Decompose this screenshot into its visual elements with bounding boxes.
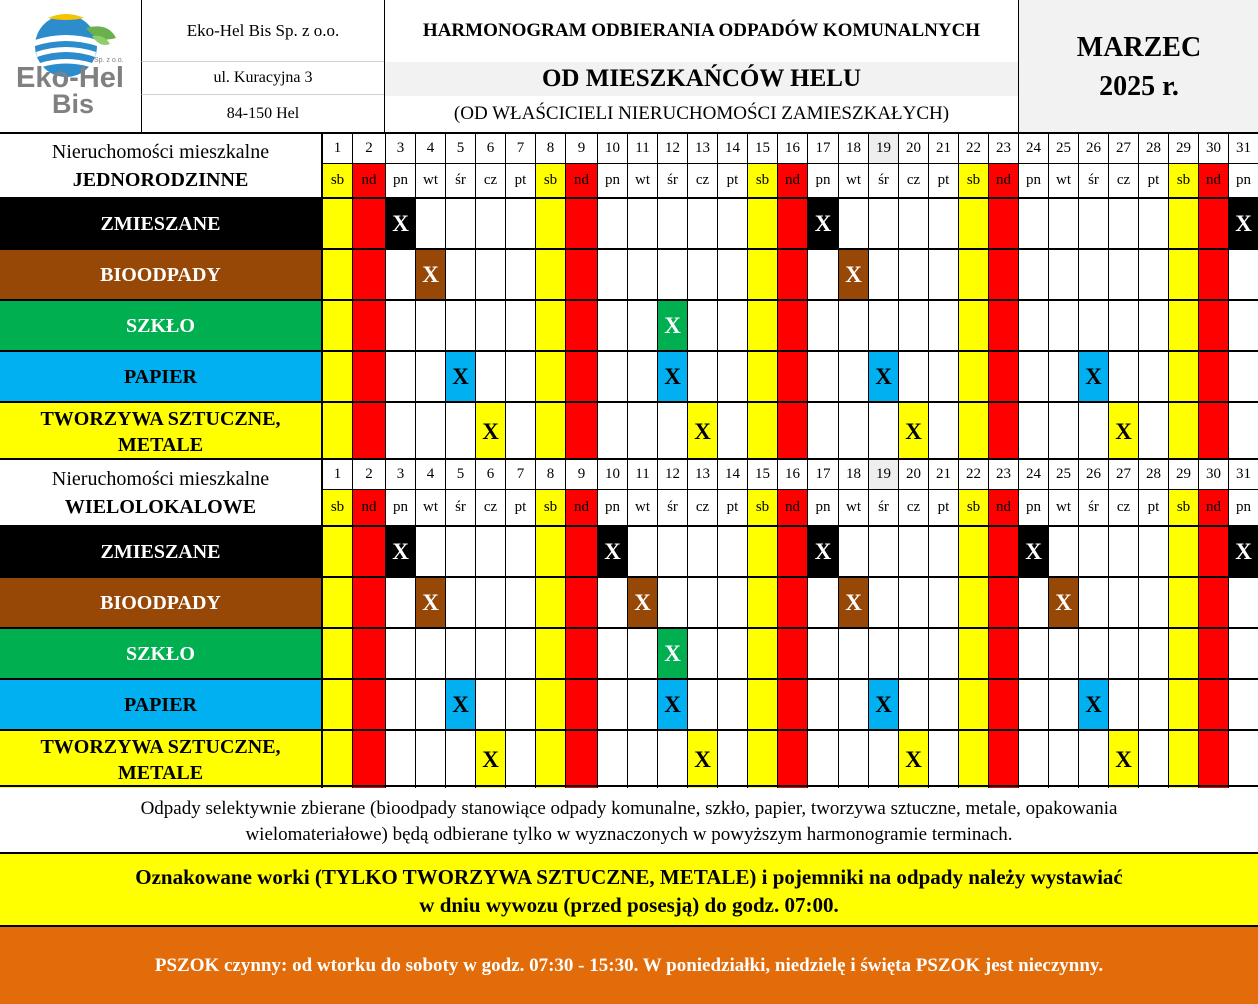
day-abbr: nd (565, 164, 597, 197)
day-abbr: cz (475, 164, 505, 197)
day-number: 20 (898, 460, 928, 490)
pickup-mark: X (597, 527, 627, 576)
day-number: 7 (505, 460, 535, 490)
waste-row (0, 678, 1258, 729)
pickup-mark: X (1078, 352, 1108, 401)
day-number: 8 (535, 134, 565, 164)
day-number: 25 (1048, 460, 1078, 490)
day-abbr: nd (565, 490, 597, 525)
pickup-mark: X (868, 352, 898, 401)
waste-row (0, 627, 1258, 678)
day-number: 26 (1078, 460, 1108, 490)
pickup-mark: X (1078, 680, 1108, 729)
pickup-mark: X (415, 250, 445, 299)
day-number: 7 (505, 134, 535, 164)
pickup-mark: X (687, 403, 717, 460)
day-abbr: pt (717, 490, 747, 525)
logo-small-text: Sp. z o.o. (94, 57, 124, 64)
day-number: 9 (565, 134, 597, 164)
waste-label-text: PAPIER (124, 365, 197, 388)
section-type-line1: Nieruchomości mieszkalne (51, 467, 270, 490)
day-abbr: śr (445, 164, 475, 197)
day-abbr: pt (505, 490, 535, 525)
day-abbr: nd (1198, 490, 1228, 525)
day-abbr: pt (1138, 164, 1168, 197)
section-type-line1: Nieruchomości mieszkalne (51, 140, 270, 163)
pickup-mark: X (627, 578, 657, 627)
day-abbr: śr (445, 490, 475, 525)
day-number: 14 (717, 134, 747, 164)
day-abbr: pt (1138, 490, 1168, 525)
day-number: 21 (928, 134, 958, 164)
day-abbr: pn (1228, 164, 1258, 197)
day-abbr: cz (898, 490, 928, 525)
waste-label-text: PAPIER (124, 693, 197, 716)
day-number: 10 (597, 460, 627, 490)
day-abbr: pn (807, 490, 838, 525)
day-number: 12 (657, 134, 687, 164)
day-abbr: wt (415, 164, 445, 197)
day-abbr: nd (352, 164, 385, 197)
waste-label-text: ZMIESZANE (100, 540, 221, 563)
title-line3-text: (OD WŁAŚCICIELI NIERUCHOMOŚCI ZAMIESZKAŁYCH) (453, 103, 950, 124)
period-month-text: MARZEC (1076, 32, 1202, 63)
day-number: 4 (415, 134, 445, 164)
day-abbr: pn (1018, 164, 1048, 197)
day-number: 22 (958, 460, 988, 490)
day-abbr: śr (868, 164, 898, 197)
section-2 (0, 458, 1258, 786)
day-abbr: pn (385, 490, 415, 525)
day-abbr: sb (1168, 490, 1198, 525)
day-number: 11 (627, 460, 657, 490)
day-number: 17 (807, 460, 838, 490)
day-abbr: nd (777, 164, 807, 197)
day-number: 1 (322, 460, 352, 490)
day-abbr: cz (475, 490, 505, 525)
waste-label-szklo (0, 301, 322, 350)
day-number: 13 (687, 134, 717, 164)
day-number: 17 (807, 134, 838, 164)
day-number: 24 (1018, 460, 1048, 490)
day-number: 30 (1198, 460, 1228, 490)
waste-label-zmieszane (0, 199, 322, 248)
day-abbr: pn (597, 490, 627, 525)
day-number: 2 (352, 134, 385, 164)
day-number: 21 (928, 460, 958, 490)
day-number: 23 (988, 460, 1018, 490)
waste-label-text2: METALE (117, 433, 204, 456)
day-number: 13 (687, 460, 717, 490)
day-abbr: sb (1168, 164, 1198, 197)
day-number: 6 (475, 460, 505, 490)
day-abbr: pt (928, 164, 958, 197)
company-street-text: ul. Kuracyjna 3 (213, 69, 313, 86)
day-number: 4 (415, 460, 445, 490)
day-abbr: nd (988, 164, 1018, 197)
pickup-mark: X (1108, 403, 1138, 460)
pickup-mark: X (475, 731, 505, 788)
day-abbr: cz (687, 490, 717, 525)
day-abbr: śr (1078, 164, 1108, 197)
day-abbr: wt (627, 490, 657, 525)
day-abbr: sb (958, 164, 988, 197)
day-abbr: śr (657, 164, 687, 197)
day-number: 15 (747, 460, 777, 490)
day-abbr: cz (1108, 490, 1138, 525)
day-abbr: sb (958, 490, 988, 525)
day-abbr: nd (352, 490, 385, 525)
day-abbr: wt (838, 164, 868, 197)
title-line1-text: HARMONOGRAM ODBIERANIA ODPADÓW KOMUNALNYCH (422, 20, 981, 41)
day-number: 16 (777, 460, 807, 490)
pickup-mark: X (1108, 731, 1138, 788)
day-abbr: pn (807, 164, 838, 197)
day-abbr: nd (988, 490, 1018, 525)
waste-label-text: SZKŁO (126, 642, 195, 665)
day-number: 27 (1108, 134, 1138, 164)
day-number: 31 (1228, 460, 1258, 490)
day-abbr: wt (1048, 164, 1078, 197)
section-header-label (0, 460, 322, 525)
section-type-line2: WIELOLOKALOWE (64, 495, 257, 518)
waste-label-tworzywa (0, 731, 322, 788)
pickup-mark: X (838, 578, 868, 627)
day-abbr: wt (415, 490, 445, 525)
day-number: 30 (1198, 134, 1228, 164)
waste-row (0, 525, 1258, 576)
day-abbr: pt (505, 164, 535, 197)
day-number: 5 (445, 134, 475, 164)
day-abbr: wt (1048, 490, 1078, 525)
day-number: 19 (868, 460, 898, 490)
day-abbr: wt (627, 164, 657, 197)
day-abbr: sb (747, 490, 777, 525)
day-abbr: sb (535, 490, 565, 525)
waste-label-text: TWORZYWA SZTUCZNE, (40, 407, 281, 430)
day-number: 25 (1048, 134, 1078, 164)
notice-line1: Oznakowane worki (TYLKO TWORZYWA SZTUCZNE, METALE) i pojemniki na odpady należy wystawiać (135, 865, 1123, 889)
day-number: 29 (1168, 460, 1198, 490)
info-line2: wielomateriałowe) będą odbierane tylko w wyznaczonych w powyższym harmonogramie terminach. (245, 824, 1013, 845)
company-name-text: Eko-Hel Bis Sp. z o.o. (186, 20, 340, 40)
day-abbr: pn (1018, 490, 1048, 525)
day-abbr: cz (687, 164, 717, 197)
day-number: 12 (657, 460, 687, 490)
day-abbr: śr (868, 490, 898, 525)
pickup-mark: X (868, 680, 898, 729)
day-number: 8 (535, 460, 565, 490)
day-abbr: sb (322, 490, 352, 525)
notice-box (0, 854, 1258, 927)
pszok-box (0, 927, 1258, 1004)
pickup-mark: X (898, 731, 928, 788)
day-number: 22 (958, 134, 988, 164)
day-abbr: sb (322, 164, 352, 197)
day-number: 28 (1138, 134, 1168, 164)
day-abbr: wt (838, 490, 868, 525)
pszok-text: PSZOK czynny: od wtorku do soboty w godz. 07:30 - 15:30. W poniedziałki, niedzielę i święta PSZOK jest nieczynny. (154, 954, 1104, 976)
waste-label-text: ZMIESZANE (100, 212, 221, 235)
day-abbr: śr (1078, 490, 1108, 525)
day-number: 16 (777, 134, 807, 164)
waste-label-szklo (0, 629, 322, 678)
section-header-label (0, 134, 322, 197)
waste-label-papier (0, 352, 322, 401)
waste-row (0, 350, 1258, 401)
day-abbr: sb (535, 164, 565, 197)
waste-row (0, 248, 1258, 299)
logo-brand-line2: Bis (52, 89, 95, 119)
day-number: 23 (988, 134, 1018, 164)
day-number: 20 (898, 134, 928, 164)
pickup-mark: X (445, 352, 475, 401)
pickup-mark: X (657, 680, 687, 729)
pickup-mark: X (838, 250, 868, 299)
day-abbr: cz (898, 164, 928, 197)
period-year-text: 2025 r. (1099, 71, 1179, 102)
pickup-mark: X (385, 199, 415, 248)
day-abbr: nd (1198, 164, 1228, 197)
day-abbr: pt (717, 164, 747, 197)
waste-label-papier (0, 680, 322, 729)
pickup-mark: X (687, 731, 717, 788)
waste-label-text: BIOODPADY (100, 263, 221, 286)
waste-label-bioodpady (0, 250, 322, 299)
day-number: 10 (597, 134, 627, 164)
info-box (0, 785, 1258, 854)
day-number: 3 (385, 460, 415, 490)
day-abbr: sb (747, 164, 777, 197)
pickup-mark: X (475, 403, 505, 460)
notice-line2: w dniu wywozu (przed posesją) do godz. 07:00. (419, 893, 839, 917)
pickup-mark: X (1018, 527, 1048, 576)
waste-row (0, 729, 1258, 788)
day-number: 31 (1228, 134, 1258, 164)
day-abbr: śr (657, 490, 687, 525)
waste-label-text2: METALE (117, 761, 204, 784)
pickup-mark: X (898, 403, 928, 460)
pickup-mark: X (445, 680, 475, 729)
pickup-mark: X (1228, 199, 1258, 248)
pickup-mark: X (1228, 527, 1258, 576)
day-abbr: pn (597, 164, 627, 197)
day-number: 18 (838, 134, 868, 164)
day-abbr: cz (1108, 164, 1138, 197)
day-number: 24 (1018, 134, 1048, 164)
day-number: 27 (1108, 460, 1138, 490)
day-abbr: pt (928, 490, 958, 525)
pickup-mark: X (415, 578, 445, 627)
day-number: 28 (1138, 460, 1168, 490)
waste-label-text: TWORZYWA SZTUCZNE, (40, 735, 281, 758)
day-number: 1 (322, 134, 352, 164)
title-line2-text: OD MIESZKAŃCÓW HELU (541, 65, 862, 92)
pickup-mark: X (657, 301, 687, 350)
day-number: 2 (352, 460, 385, 490)
day-number: 14 (717, 460, 747, 490)
pickup-mark: X (807, 527, 838, 576)
day-number: 3 (385, 134, 415, 164)
company-city-text: 84-150 Hel (226, 104, 300, 122)
waste-row (0, 576, 1258, 627)
day-number: 19 (868, 134, 898, 164)
pickup-mark: X (657, 629, 687, 678)
pickup-mark: X (807, 199, 838, 248)
day-number: 18 (838, 460, 868, 490)
waste-row (0, 401, 1258, 460)
waste-label-tworzywa (0, 403, 322, 460)
section-type-line2: JEDNORODZINNE (72, 168, 249, 191)
pickup-mark: X (385, 527, 415, 576)
day-number: 29 (1168, 134, 1198, 164)
day-number: 15 (747, 134, 777, 164)
day-abbr: pn (1228, 490, 1258, 525)
waste-row (0, 299, 1258, 350)
waste-label-text: SZKŁO (126, 314, 195, 337)
day-number: 26 (1078, 134, 1108, 164)
info-line1: Odpady selektywnie zbierane (bioodpady stanowiące odpady komunalne, szkło, papier, tworzywa sztuczne, metale, opakowania (140, 798, 1118, 819)
pickup-mark: X (1048, 578, 1078, 627)
waste-label-text: BIOODPADY (100, 591, 221, 614)
day-number: 5 (445, 460, 475, 490)
day-number: 6 (475, 134, 505, 164)
day-number: 9 (565, 460, 597, 490)
day-abbr: nd (777, 490, 807, 525)
waste-row (0, 197, 1258, 248)
section-1 (0, 132, 1258, 458)
waste-label-bioodpady (0, 578, 322, 627)
day-abbr: pn (385, 164, 415, 197)
logo-brand-line1: Eko-Hel (16, 62, 124, 94)
day-number: 11 (627, 134, 657, 164)
pickup-mark: X (657, 352, 687, 401)
waste-label-zmieszane (0, 527, 322, 576)
